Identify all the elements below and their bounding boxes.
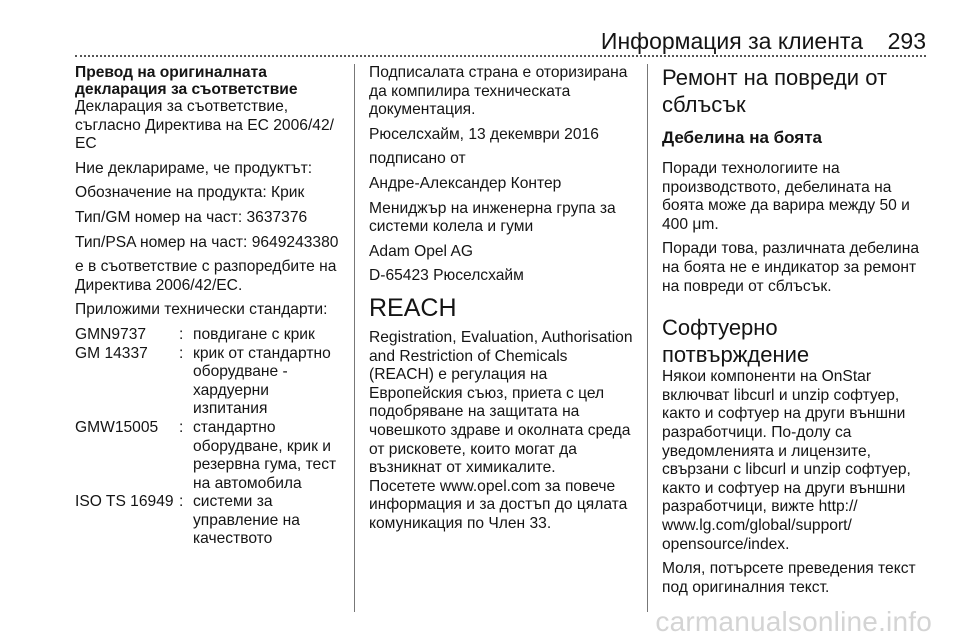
reach-heading: REACH xyxy=(369,293,457,322)
column-right xyxy=(662,64,930,603)
declaration-heading: Превод на оригиналната декларация за съответствие xyxy=(75,64,298,98)
signatory-paragraph: Adam Opel AG xyxy=(369,242,474,260)
paint-thickness-heading: Дебелина на боята xyxy=(662,128,823,147)
column-middle xyxy=(369,64,633,539)
watermark: carmanualsonline.info xyxy=(655,606,932,637)
reach-paragraph: Посетете www.opel.com за повече информация и за достъп до цялата комуникация по Член 33. xyxy=(369,477,628,532)
standard-code: GMN9737 xyxy=(75,325,147,343)
standard-description: повдигане с крик xyxy=(193,325,315,343)
declaration-paragraph: е в съответствие с разпоредбите на Директива 2006/42/ЕС. xyxy=(75,258,337,294)
declaration-paragraph: Обозначение на продукта: Крик xyxy=(75,184,305,202)
paint-paragraph: Поради технологиите на производството, дебелината на боята може да варира между 50 и 400 μm. xyxy=(662,160,910,233)
standard-colon: : xyxy=(179,493,184,511)
signatory-paragraph: подписано от xyxy=(369,150,466,168)
standards-row xyxy=(75,493,341,549)
declaration-paragraph: Декларация за съответствие, съгласно Директива на ЕС 2006/42/ ЕС xyxy=(75,98,334,153)
signatory-paragraph: Мениджър на инженерна група за системи колела и гуми xyxy=(369,199,616,236)
standard-code: GMW15005 xyxy=(75,418,159,436)
paint-paragraph: Поради това, различната дебелина на боята не е индикатор за ремонт на повреди от сблъсък. xyxy=(662,240,920,295)
standard-colon: : xyxy=(179,325,184,343)
standard-description: стандартно оборудване, крик и резервна гума, тест на автомобила xyxy=(193,418,337,492)
declaration-paragraph: Тип/PSA номер на част: 9649243380 xyxy=(75,233,339,251)
standard-description: крик от стандартно оборудване - хардуерни изпитания xyxy=(193,344,331,418)
repair-heading: Ремонт на повреди от сблъсък xyxy=(662,65,888,117)
standards-table xyxy=(75,326,341,549)
column-divider xyxy=(354,64,355,612)
standard-colon: : xyxy=(179,344,184,362)
signatory-paragraph: D-65423 Рюселсхайм xyxy=(369,267,524,285)
column-left xyxy=(75,64,341,549)
software-paragraph: Моля, потърсете преведения текст под оригиналния текст. xyxy=(662,560,916,596)
declaration-paragraph: Приложими технически стандарти: xyxy=(75,301,328,319)
standards-row xyxy=(75,419,341,493)
column-divider xyxy=(647,64,648,612)
standards-row xyxy=(75,345,341,419)
signatory-paragraph: Андре-Александер Контер xyxy=(369,174,562,192)
software-heading: Софтуерно потвърждение xyxy=(662,315,810,368)
page-header-title: Информация за клиента xyxy=(600,28,863,54)
page-number: 293 xyxy=(887,28,926,54)
standard-code: GM 14337 xyxy=(75,344,148,362)
signatory-paragraph: Подписалата страна е оторизирана да компилира техническата документация. xyxy=(369,64,628,119)
header-rule xyxy=(75,55,926,57)
declaration-paragraph: Ние декларираме, че продуктът: xyxy=(75,159,313,177)
software-paragraph: Някои компоненти на OnStar включват libcurl и unzip софтуер, както и софтуер на други външни разработчици. По-долу са уведомленията и лицензите, свързани с libcurl и unzip софтуер, както и софтуер на други външни разработчици, вижте http:// www.lg.com/global/support/ opensource/index. xyxy=(662,368,911,553)
declaration-paragraph: Тип/GM номер на част: 3637376 xyxy=(75,208,308,226)
standards-row xyxy=(75,326,341,345)
standard-code: ISO TS 16949 xyxy=(75,493,174,511)
standard-description: системи за управление на качеството xyxy=(193,493,300,548)
reach-paragraph: Registration, Evaluation, Authorisation and Restriction of Chemicals (REACH) е регулация на Европейския съюз, приета с цел подобряване на защитата на човешкото здраве и околната среда от рисковете, които могат да възникнат от химикалите. xyxy=(369,328,633,477)
standard-colon: : xyxy=(179,418,184,436)
signatory-paragraph: Рюселсхайм, 13 декември 2016 xyxy=(369,125,599,143)
